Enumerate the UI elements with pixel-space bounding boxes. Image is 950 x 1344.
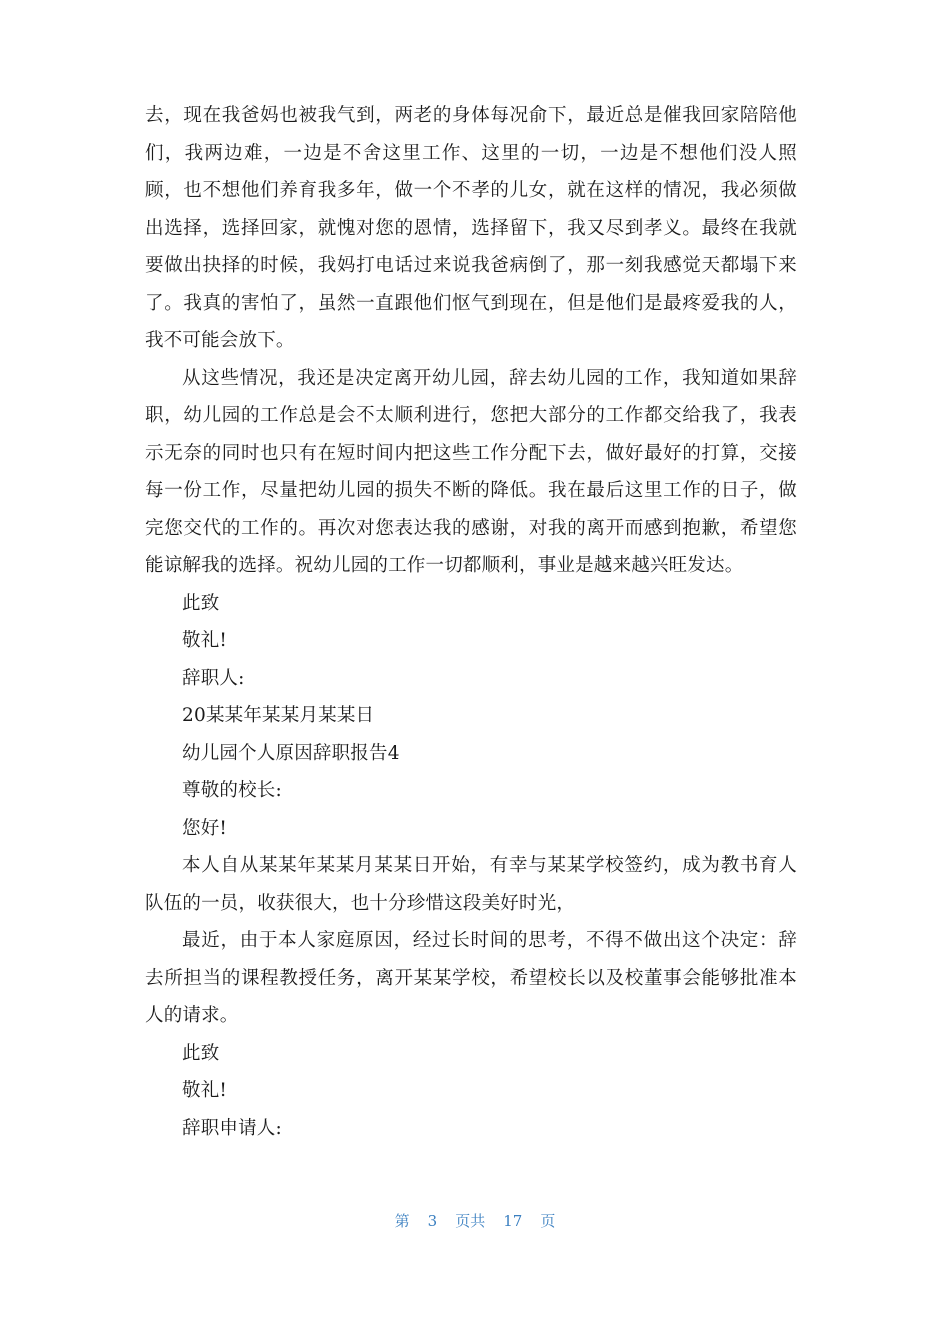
paragraph-reason: 最近，由于本人家庭原因，经过长时间的思考，不得不做出这个决定：辞去所担当的课程教授任务，离开某某学校，希望校长以及校董事会能够批准本人的请求。 bbox=[145, 930, 797, 1026]
closing-cizhi-2: 此致 bbox=[182, 1042, 220, 1064]
section-title: 幼儿园个人原因辞职报告4 bbox=[182, 742, 400, 764]
footer-page-number: 3 bbox=[427, 1212, 438, 1230]
salutation: 尊敬的校长: bbox=[182, 780, 282, 801]
closing-jingli-2: 敬礼! bbox=[182, 1080, 228, 1101]
signature-label: 辞职人: bbox=[182, 667, 245, 689]
date-line: 20某某年某某月某某日 bbox=[182, 705, 375, 726]
closing-cizhi: 此致 bbox=[182, 592, 220, 614]
footer-total-pages: 17 bbox=[503, 1212, 523, 1230]
closing-jingli: 敬礼! bbox=[182, 630, 228, 651]
greeting: 您好! bbox=[182, 817, 228, 839]
paragraph-decision: 从这些情况，我还是决定离开幼儿园，辞去幼儿园的工作，我知道如果辞职，幼儿园的工作总是会不太顺利进行，您把大部分的工作都交给我了，我表示无奈的同时也只有在短时间内把这些工作分配下去，做好最好的打算，交接每一份工作，尽量把幼儿园的损失不断的降低。我在最后这里工作的日子，做完您交代的工作的。再次对您表达我的感谢，对我的离开而感到抱歉，希望您能谅解我的选择。祝幼儿园的工作一切都顺利，事业是越来越兴旺发达。 bbox=[145, 367, 797, 576]
footer-ye-gong: 页共 bbox=[455, 1212, 486, 1230]
footer-di: 第 bbox=[394, 1212, 410, 1230]
footer-ye: 页 bbox=[540, 1212, 556, 1230]
applicant-label: 辞职申请人: bbox=[182, 1117, 282, 1139]
paragraph-continuation: 去，现在我爸妈也被我气到，两老的身体每况俞下，最近总是催我回家陪陪他们，我两边难，一边是不舍这里工作、这里的一切，一边是不想他们没人照顾，也不想他们养育我多年，做一个不孝的儿女，就在这样的情况，我必须做出选择，选择回家，就愧对您的恩情，选择留下，我又尽到孝义。最终在我就要做出抉择的时候，我妈打电话过来说我爸病倒了，那一刻我感觉天都塌下来了。我真的害怕了，虽然一直跟他们怄气到现在，但是他们是最疼爱我的人，我不可能会放下。 bbox=[145, 105, 797, 351]
paragraph-intro: 本人自从某某年某某月某某日开始，有幸与某某学校签约，成为教书育人队伍的一员，收获很大，也十分珍惜这段美好时光， bbox=[145, 855, 797, 914]
page-footer bbox=[0, 1210, 950, 1231]
document-body bbox=[145, 97, 797, 1147]
